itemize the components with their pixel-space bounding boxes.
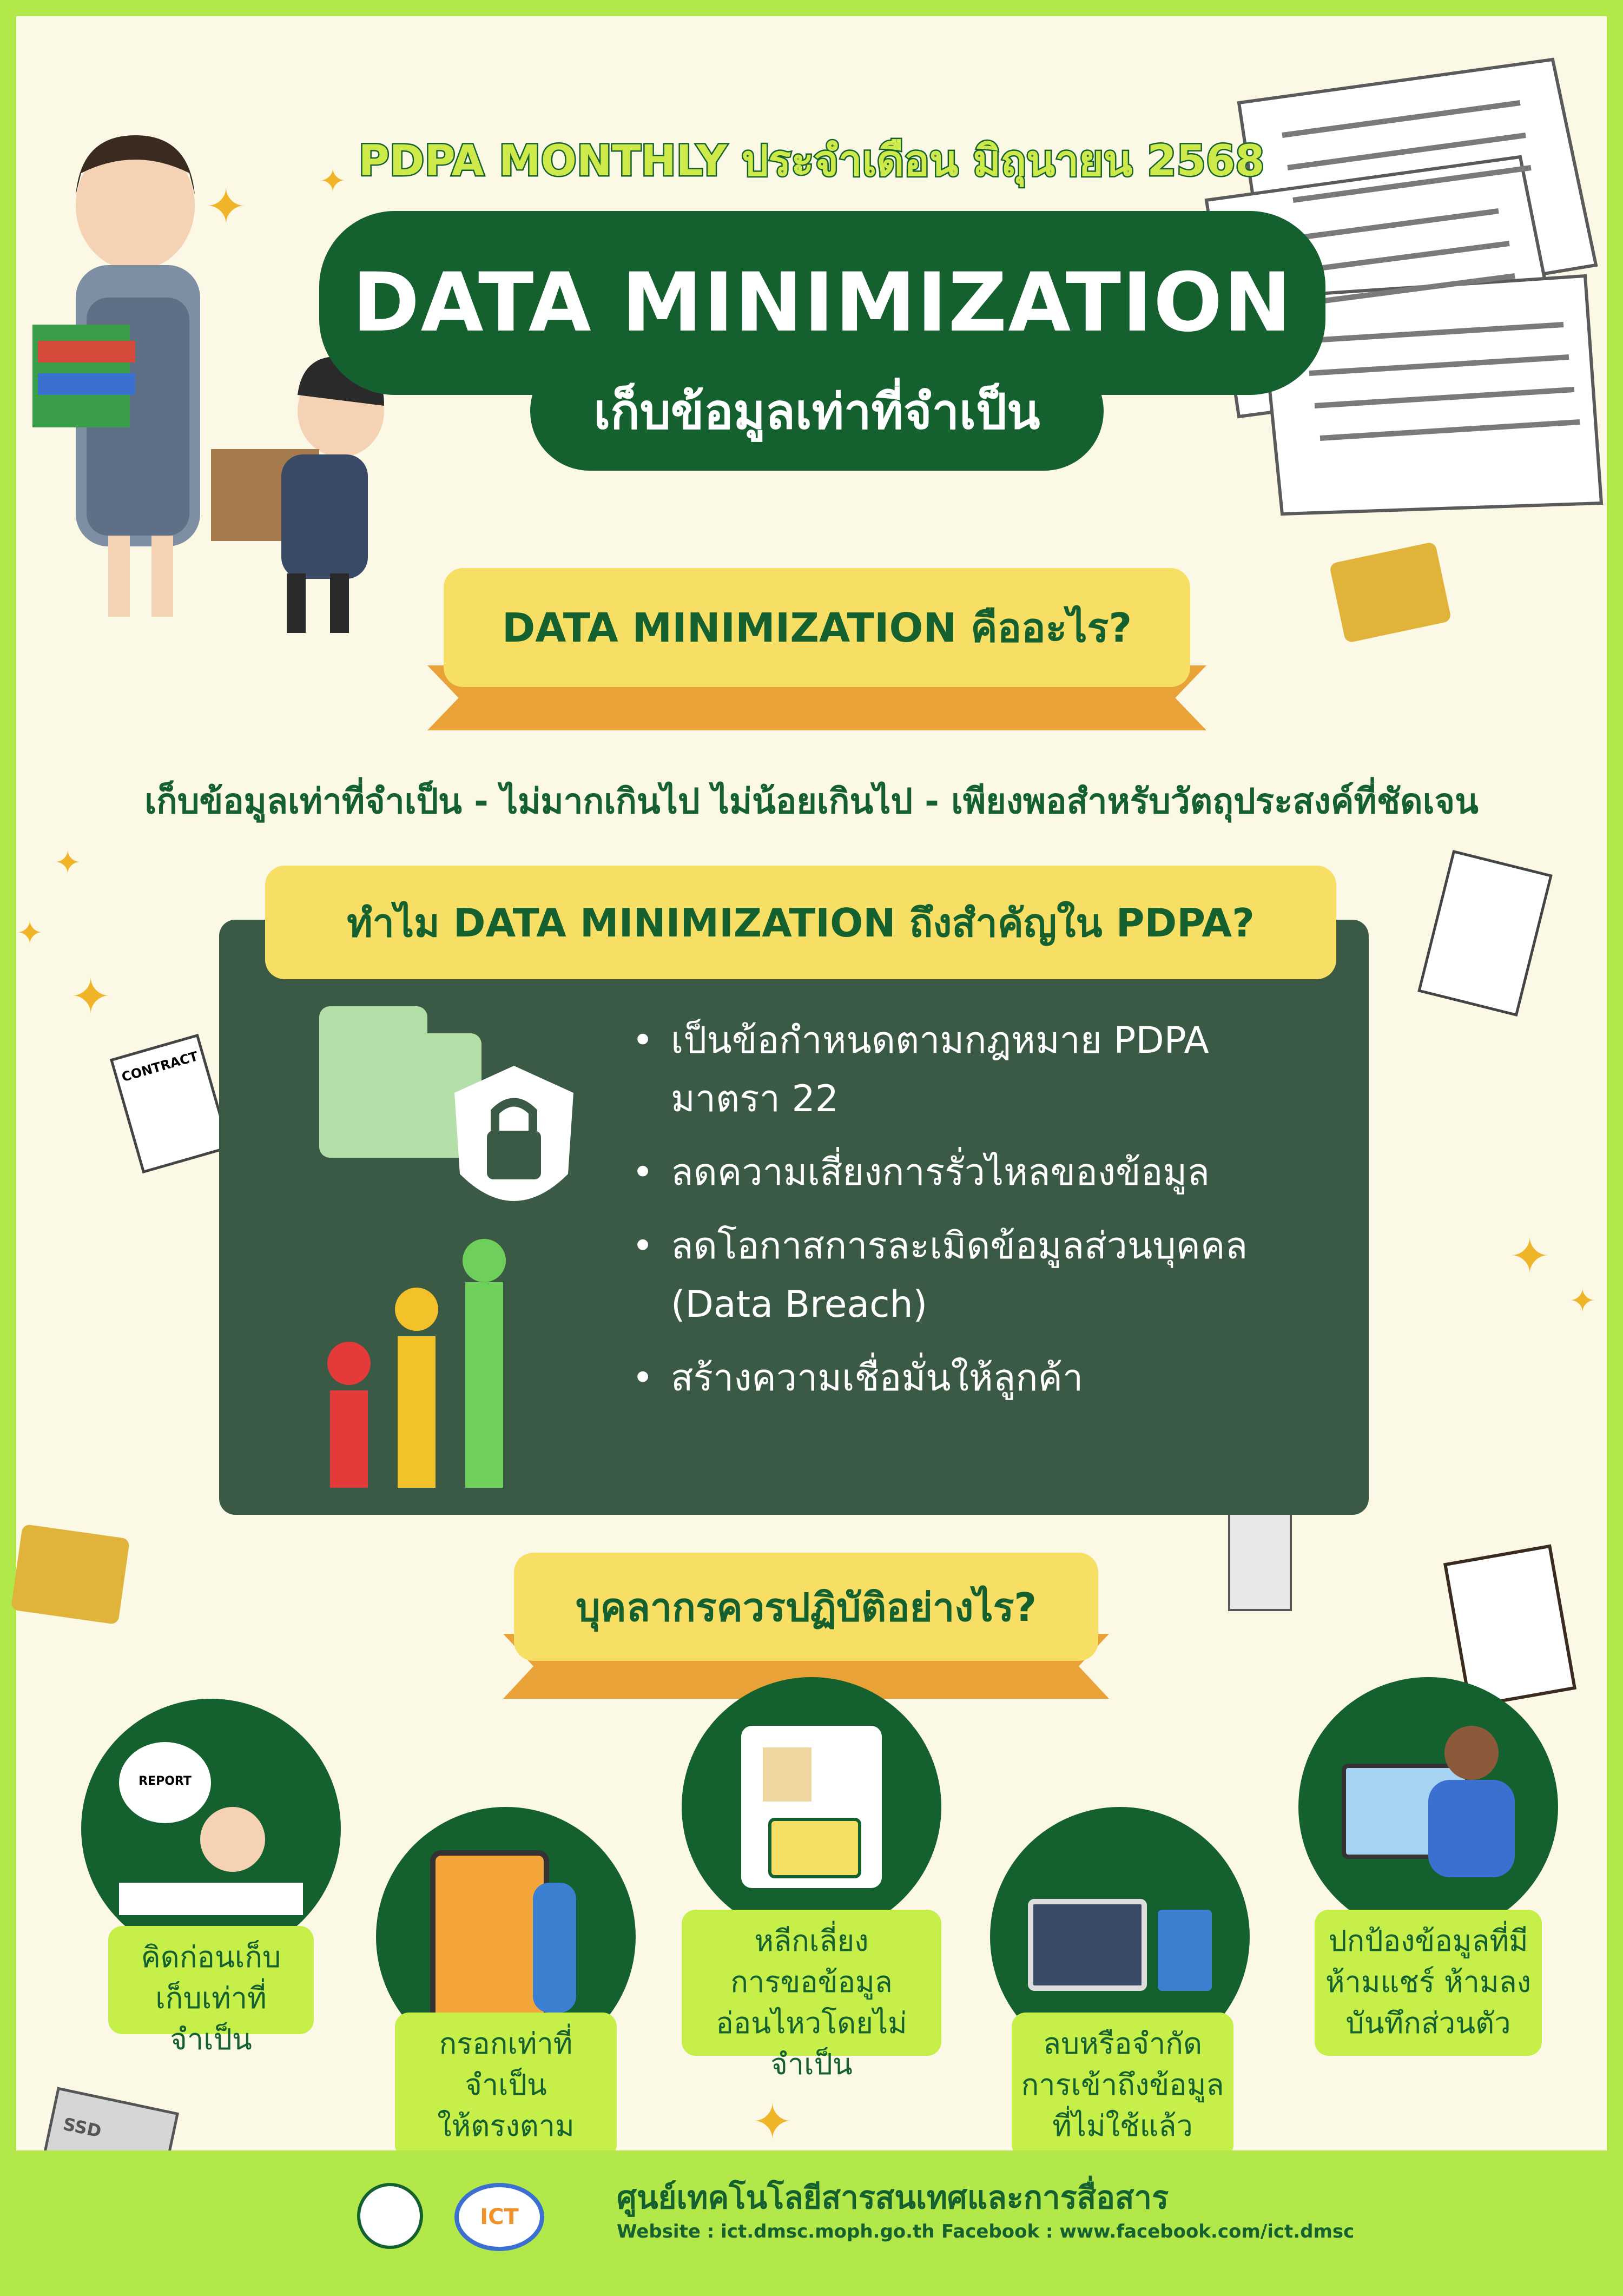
satisfaction-chart-illustration (325, 1255, 541, 1493)
person-icon (533, 1883, 576, 2013)
monthly-label: PDPA MONTHLY ประจำเดือน มิถุนายน 2568 (358, 137, 1265, 186)
person-icon (1444, 1726, 1499, 1780)
avatar-icon (763, 1747, 812, 1802)
why-bullet-continued: (Data Breach) (671, 1283, 928, 1326)
footer-website: Website : ict.dmsc.moph.go.th (617, 2221, 935, 2242)
document-icon (1417, 850, 1553, 1017)
report-icon: REPORT (119, 1742, 211, 1823)
sparkle-icon: ✦ (1569, 1282, 1596, 1320)
sparkle-icon: ✦ (1509, 1228, 1551, 1285)
sparkle-icon: ✦ (206, 179, 247, 235)
why-bullet: • เป็นข้อกำหนดตามกฎหมาย PDPA (628, 1012, 1331, 1070)
how-heading: บุคลากรควรปฏิบัติอย่างไร? (514, 1553, 1098, 1661)
ict-logo: ICT (454, 2183, 544, 2251)
sensitive-data-illustration (682, 1677, 941, 1937)
page-subtitle: เก็บข้อมูลเท่าที่จำเป็น (530, 352, 1104, 471)
laptop-icon (1028, 1899, 1147, 1991)
poster (16, 16, 1607, 2164)
protect-data-illustration (1298, 1677, 1558, 1937)
sparkle-icon: ✦ (752, 2094, 793, 2150)
footer-facebook: Facebook : www.facebook.com/ict.dmsc (941, 2221, 1355, 2242)
what-description: เก็บข้อมูลเท่าที่จำเป็น - ไม่มากเกินไป ไม่น้อยเกินไป - เพียงพอสำหรับวัตถุประสงค์ที่ชัดเจน (144, 782, 1479, 822)
dmsc-logo (357, 2183, 423, 2249)
desk-icon (119, 1883, 303, 1915)
footer-org: ศูนย์เทคโนโลยีสารสนเทศและการสื่อสาร (617, 2179, 1169, 2216)
how-item-caption: กรอกเท่าที่จำเป็น ให้ตรงตาม (395, 2013, 617, 2159)
sparkle-icon: ✦ (319, 162, 347, 200)
page-title: DATA MINIMIZATION (319, 211, 1325, 395)
folder-icon (11, 1524, 130, 1625)
how-item-caption: คิดก่อนเก็บ เก็บเท่าที่จำเป็น (108, 1926, 314, 2034)
person-icon (200, 1807, 265, 1872)
think-before-collect-illustration (81, 1699, 341, 1958)
how-item-caption: ปกป้องข้อมูลที่มี ห้ามแชร์ ห้ามลง บันทึกส่วนตัว (1315, 1910, 1542, 2056)
what-heading: DATA MINIMIZATION คืออะไร? (444, 568, 1190, 687)
folder-icon (1329, 542, 1452, 643)
contract-icon: CONTRACT (110, 1034, 231, 1173)
why-bullets (628, 1012, 1331, 1408)
how-item-caption: ลบหรือจำกัด การเข้าถึงข้อมูล ที่ไม่ใช้แล้ว (1012, 2013, 1233, 2159)
card-icon (768, 1818, 861, 1878)
sparkle-icon: ✦ (16, 914, 44, 952)
why-bullet-continued: มาตรา 22 (671, 1078, 839, 1120)
ssd-icon: SSD (43, 2087, 179, 2182)
why-bullet: • ลดความเสี่ยงการรั่วไหลของข้อมูล (628, 1144, 1331, 1202)
trash-icon (1158, 1910, 1212, 1991)
how-item-caption: หลีกเลี่ยง การขอข้อมูล อ่อนไหวโดยไม่จำเป็น (682, 1910, 941, 2056)
why-heading: ทำไม DATA MINIMIZATION ถึงสำคัญใน PDPA? (265, 866, 1336, 979)
person-body-icon (1428, 1780, 1515, 1877)
footer (0, 2150, 1623, 2296)
form-icon (430, 1850, 549, 2034)
server-icon (1228, 1509, 1292, 1611)
sparkle-icon: ✦ (70, 968, 111, 1025)
sparkle-icon: ✦ (54, 844, 82, 882)
why-bullet: • ลดโอกาสการละเมิดข้อมูลส่วนบุคคล (628, 1217, 1331, 1276)
why-bullet: • สร้างความเชื่อมั่นให้ลูกค้า (628, 1349, 1331, 1408)
